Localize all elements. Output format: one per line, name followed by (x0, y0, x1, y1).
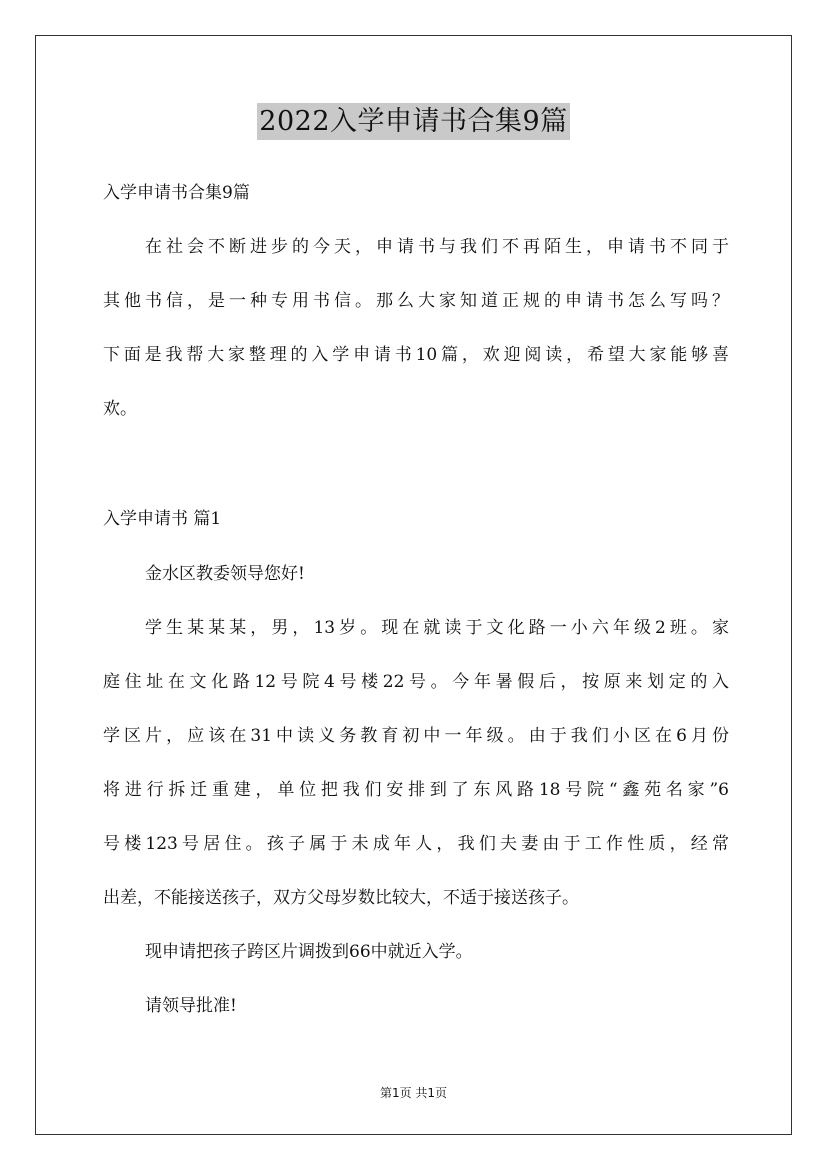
page-footer: 第1页 共1页 (379, 1086, 448, 1100)
subtitle: 入学申请书合集9篇 (103, 183, 250, 203)
body-line: 学区片，应该在31中读义务教育初中一年级。由于我们小区在6月份 (103, 726, 729, 746)
document-title: 2022入学申请书合集9篇 (257, 103, 569, 140)
salutation: 金水区教委领导您好! (145, 564, 305, 584)
body-line: 出差，不能接送孩子，双方父母岁数比较大，不适于接送孩子。 (103, 888, 579, 908)
intro-line: 欢。 (103, 399, 137, 419)
body-line: 学生某某某，男，13岁。现在就读于文化路一小六年级2班。家 (145, 618, 729, 638)
intro-line: 下面是我帮大家整理的入学申请书10篇，欢迎阅读，希望大家能够喜 (103, 345, 729, 365)
body-line: 号楼123号居住。孩子属于未成年人，我们夫妻由于工作性质，经常 (103, 834, 729, 854)
body-line: 将进行拆迁重建，单位把我们安排到了东风路18号院“鑫苑名家”6 (103, 780, 729, 800)
section-heading: 入学申请书 篇1 (103, 509, 222, 529)
intro-line: 其他书信，是一种专用书信。那么大家知道正规的申请书怎么写吗？ (103, 291, 729, 311)
closing-line: 请领导批准! (145, 996, 237, 1016)
title-block (0, 103, 827, 140)
body-line: 庭住址在文化路12号院4号楼22号。今年暑假后，按原来划定的入 (103, 672, 729, 692)
request-line: 现申请把孩子跨区片调拨到66中就近入学。 (145, 942, 473, 962)
intro-line: 在社会不断进步的今天，申请书与我们不再陌生，申请书不同于 (145, 237, 729, 257)
